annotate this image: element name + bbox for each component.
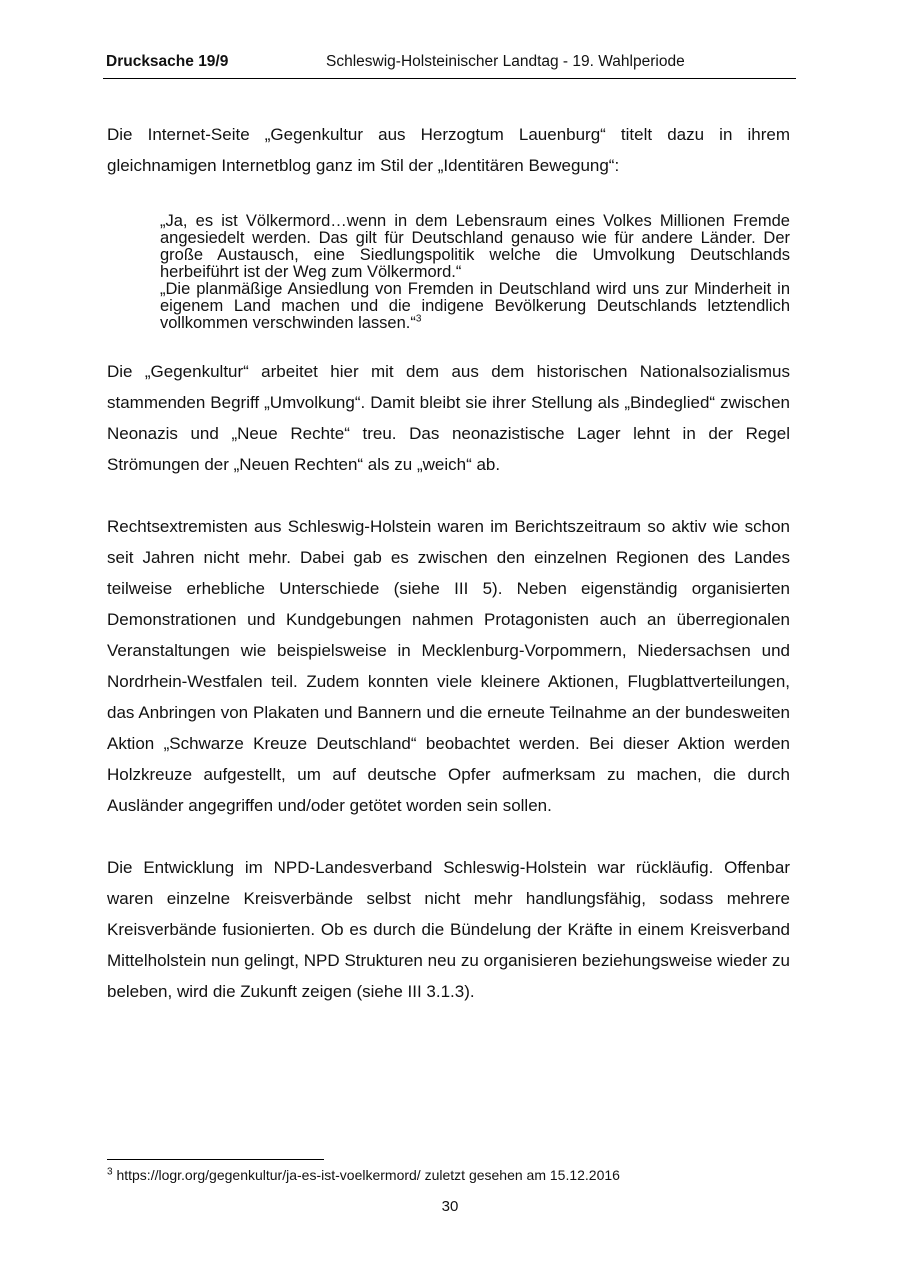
quote-paragraph-1: „Ja, es ist Völkermord…wenn in dem Lebensraum eines Volkes Millionen Fremde angesiedelt werden. Das gilt für Deutschland genauso wie für andere Länder. Der große Austausch, eine Siedlungspolitik welche die Umvolkung Deutschlands herbeiführt ist der Weg zum Völkermord.“: [160, 212, 790, 281]
document-number: Drucksache 19/9: [106, 53, 229, 70]
quote-paragraph-2-text: „Die planmäßige Ansiedlung von Fremden in Deutschland wird uns zur Minderheit in eigenem Land machen und die indigene Bevölkerung Deutschlands letztendlich vollkommen verschwinden lassen.“: [160, 280, 790, 332]
footnote-separator: [107, 1159, 324, 1160]
intro-paragraph: Die Internet-Seite „Gegenkultur aus Herzogtum Lauenburg“ titelt dazu in ihrem gleichnamigen Internetblog ganz im Stil der „Identitären Bewegung“:: [107, 125, 790, 175]
block-quote: [160, 213, 790, 332]
footnote: [107, 1166, 790, 1184]
parliament-title: Schleswig-Holsteinischer Landtag - 19. Wahlperiode: [326, 53, 685, 70]
page-header: [103, 50, 796, 79]
paragraph-gegenkultur: Die „Gegenkultur“ arbeitet hier mit dem aus dem historischen Nationalsozialismus stammenden Begriff „Umvolkung“. Damit bleibt sie ihrer Stellung als „Bindeglied“ zwischen Neonazis und „Neue Rechte“ treu. Das neonazistische Lager lehnt in der Regel Strömungen der „Neuen Rechten“ als zu „weich“ ab.: [107, 362, 790, 474]
page-body: [107, 119, 790, 1007]
footnote-number: 3: [107, 1166, 113, 1178]
footnote-reference[interactable]: 3: [415, 313, 422, 325]
quote-paragraph-2: [160, 281, 790, 332]
paragraph-rechtsextremisten: Rechtsextremisten aus Schleswig-Holstein waren im Berichtszeitraum so aktiv wie schon seit Jahren nicht mehr. Dabei gab es zwischen den einzelnen Regionen des Landes teilweise erhebliche Unterschiede (siehe III 5). Neben eigenständig organisierten Demonstrationen und Kundgebungen nahmen Protagonisten auch an überregionalen Veranstaltungen wie beispielsweise in Mecklenburg-Vorpommern, Niedersachsen und Nordrhein-Westfalen teil. Zudem konnten viele kleinere Aktionen, Flugblattverteilungen, das Anbringen von Plakaten und Bannern und die erneute Teilnahme an der bundesweiten Aktion „Schwarze Kreuze Deutschland“ beobachtet werden. Bei dieser Aktion werden Holzkreuze aufgestellt, um auf deutsche Opfer aufmerksam zu machen, die durch Ausländer angegriffen und/oder getötet worden sein sollen.: [107, 517, 790, 815]
paragraph-npd: Die Entwicklung im NPD-Landesverband Schleswig-Holstein war rückläufig. Offenbar waren einzelne Kreisverbände selbst nicht mehr handlungsfähig, sodass mehrere Kreisverbände fusionierten. Ob es durch die Bündelung der Kräfte in einem Kreisverband Mittelholstein nun gelingt, NPD Strukturen neu zu organisieren beziehungsweise wieder zu beleben, wird die Zukunft zeigen (siehe III 3.1.3).: [107, 858, 790, 1001]
page-number: 30: [441, 1198, 459, 1215]
footnote-text: https://logr.org/gegenkultur/ja-es-ist-voelkermord/ zuletzt gesehen am 15.12.2016: [112, 1167, 620, 1183]
